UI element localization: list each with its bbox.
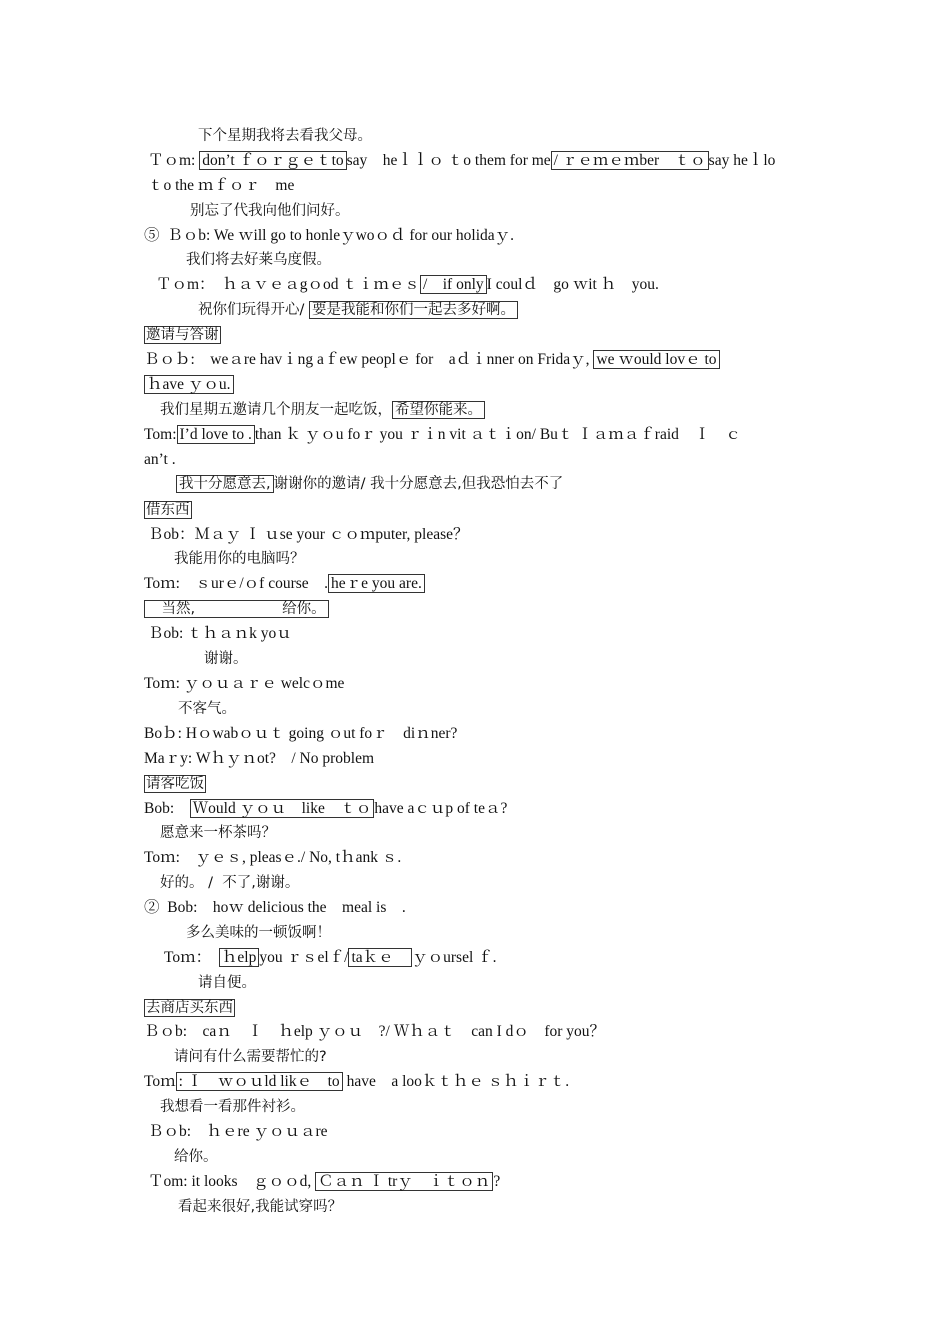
- section-header: [144, 325, 221, 345]
- text-line: [144, 226, 514, 246]
- section-header: [144, 500, 192, 520]
- text: than ｋ ｙｏu foｒ you ｒｉn vit ａｔｉon/ Buｔ Ｉａｍａｆraid Ｉ ｃ: [254, 426, 741, 443]
- text-line: [144, 350, 720, 370]
- text: Ｂob: ｔｈａｎk yoｕ: [148, 625, 292, 642]
- text: 下个星期我将去看我父母。: [198, 128, 372, 144]
- text-line: [160, 1097, 305, 1117]
- text-line: [144, 799, 507, 819]
- text: Toｍ：: [164, 949, 219, 966]
- text-line: [156, 275, 659, 295]
- text: 我想看一看那件衬衫。: [160, 1099, 305, 1115]
- highlight-box: Ｃａｎ Ｉ trｙ ｉｔｏｎ: [315, 1172, 493, 1191]
- text-line: [160, 873, 299, 893]
- text: ｔo the ｍｆｏｒ me: [148, 177, 295, 194]
- text: have aｃｕp of teａ?: [374, 800, 508, 817]
- text: Toｍ: [144, 1073, 176, 1090]
- text: ｙｏursel ｆ.: [412, 949, 497, 966]
- text-line: [144, 1022, 605, 1042]
- text-line: [160, 400, 485, 420]
- text: 愿意来一杯茶吗？: [160, 825, 276, 841]
- text-line: [176, 474, 563, 494]
- highlight-box: 希望你能来。: [392, 401, 485, 419]
- text-line: [148, 525, 469, 545]
- highlight-box: 要是我能和你们一起去多好啊。: [309, 301, 518, 319]
- highlight-box: ｈave ｙｏu.: [144, 375, 234, 394]
- text: Toｍ: ｙｏｕａｒｅ welcｏme: [144, 675, 345, 692]
- text-line: [190, 201, 350, 221]
- highlight-box: don’t ｆｏｒｇｅｔto: [199, 151, 346, 170]
- text: have a looｋｔｈｅ ｓｈｉｒｔ.: [342, 1073, 570, 1090]
- text-line: [144, 599, 329, 619]
- text-line: [144, 898, 406, 918]
- text: 多么美味的一顿饭啊！: [186, 925, 331, 941]
- text: 我们星期五邀请几个朋友一起吃饭，: [160, 402, 392, 418]
- text: 不客气。: [178, 701, 236, 717]
- text: 我们将去好莱乌度假。: [186, 252, 331, 268]
- text-line: [148, 1172, 500, 1192]
- section-header: [144, 998, 235, 1018]
- text: 看起来很好,我能试穿吗？: [178, 1199, 343, 1215]
- text: Toｍ: ｓurｅ/ｏf course .: [144, 575, 329, 592]
- text: Ｂｏｂ: weａre havｉng aｆew peoplｅ for aｄｉnner on Fridaｙ,: [144, 351, 594, 368]
- text-line: [148, 1122, 328, 1142]
- highlight-box: ｈelp: [219, 948, 259, 967]
- section-header: [144, 774, 206, 794]
- section-title: 请客吃饭: [146, 776, 204, 792]
- text: an’t .: [144, 451, 176, 468]
- text: say heｌlo: [708, 152, 776, 169]
- text-line: [174, 1147, 218, 1167]
- text: Ｔｏm： ｈａｖｅａgｏod ｔｉｍｅｓ: [156, 276, 420, 293]
- highlight-box: 当然, 给你。: [144, 600, 329, 618]
- text-line: [174, 549, 305, 569]
- text: 谢谢你的邀请/ 我十分愿意去,但我恐怕去不了: [273, 476, 564, 492]
- text-line: [148, 624, 292, 644]
- text-line: [144, 450, 176, 470]
- text-line: [148, 176, 294, 196]
- text: Maｒy: Wｈｙｎot? / No problem: [144, 750, 375, 767]
- text: Bob:: [144, 800, 190, 817]
- text: Ｔom: it looks ｇｏｏd,: [148, 1173, 316, 1190]
- text: 请自便。: [198, 975, 256, 991]
- text: Ｔｏm:: [148, 152, 200, 169]
- text: Ｂｏb: caｎ Ｉ ｈelp ｙｏｕ ?/ Ｗｈａｔ can I dｏ for you？: [144, 1023, 606, 1040]
- text-line: [144, 848, 401, 868]
- text-line: [204, 649, 248, 669]
- text: say heｌｌｏ ｔo them for me: [346, 152, 551, 169]
- text-line: [160, 823, 276, 843]
- text: you ｒｓelｆ/: [259, 949, 349, 966]
- text-line: [198, 300, 518, 320]
- text: 我能用你的电脑吗？: [174, 551, 305, 567]
- text: Boｂ: Hｏwabｏｕｔ going ｏut foｒ diｎner?: [144, 725, 458, 742]
- text: Toｍ: ｙｅｓ, pleasｅ./ No, tｈank ｓ.: [144, 849, 402, 866]
- text-line: [148, 151, 775, 171]
- text: I coulｄ go ｗit ｈ you.: [486, 276, 659, 293]
- text-line: [144, 574, 425, 594]
- text-line: [144, 674, 344, 694]
- text-line: [178, 1197, 342, 1217]
- text-line: [178, 699, 236, 719]
- text-line: [186, 923, 331, 943]
- text-line: [198, 126, 372, 146]
- text: Tom:: [144, 426, 177, 443]
- text-line: [174, 1047, 327, 1067]
- text: Ｂｏb: ｈｅre ｙｏｕａre: [148, 1123, 328, 1140]
- text: 请问有什么需要帮忙的?: [174, 1049, 327, 1065]
- highlight-box: taｋｅ: [348, 948, 412, 967]
- section-title: 去商店买东西: [146, 1000, 233, 1016]
- highlight-box: I’d love to .: [177, 425, 255, 444]
- section-title: 借东西: [146, 502, 190, 518]
- text-line: [186, 250, 331, 270]
- text-line: [144, 425, 741, 445]
- text: 祝你们玩得开心/: [198, 302, 309, 318]
- text: 谢谢。: [204, 651, 248, 667]
- text-line: [144, 375, 234, 395]
- text: 好的。 / 不了,谢谢。: [160, 875, 300, 891]
- text: Ｂob：Ｍａｙ Ｉ ｕse your ｃｏｍputer, please？: [148, 526, 469, 543]
- highlight-box: Ｗould ｙｏｕ like ｔｏ: [190, 799, 375, 818]
- text: ② Bob: hoｗ delicious the meal is .: [144, 899, 406, 916]
- text-line: [144, 724, 457, 744]
- highlight-box: we ｗould lovｅ to: [593, 350, 719, 369]
- highlight-box: 我十分愿意去,: [176, 475, 274, 493]
- text: ⑤ Ｂｏb: We ｗill go to honleｙwoｏｄ for our holidaｙ.: [144, 227, 515, 244]
- text: 别忘了代我向他们问好。: [190, 203, 350, 219]
- text-line: [144, 1072, 569, 1092]
- highlight-box: / if only: [420, 275, 487, 294]
- highlight-box: heｒe you are.: [328, 574, 425, 593]
- section-title: 邀请与答谢: [146, 327, 219, 343]
- text-line: [198, 973, 256, 993]
- text: ?: [493, 1173, 501, 1190]
- highlight-box: : Ｉ ｗｏｕld likｅ to: [176, 1072, 343, 1091]
- highlight-box: / ｒｅｍｅｍber ｔｏ: [551, 151, 709, 170]
- text: 给你。: [174, 1149, 218, 1165]
- text-line: [144, 749, 374, 769]
- text-line: [164, 948, 497, 968]
